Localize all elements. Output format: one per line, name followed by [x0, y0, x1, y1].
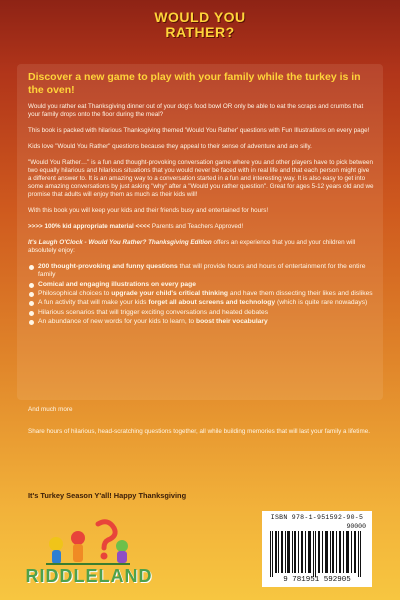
paragraph-1: Would you rather eat Thanksgiving dinner out of your dog's food bowl OR only be able to eat the scraps and crumbs that your family drops onto the floor during the meal? — [28, 103, 364, 119]
publisher-name: RIDDLELAND — [25, 566, 153, 586]
bullet-bold: boost their vocabulary — [196, 318, 268, 326]
list-item — [28, 263, 374, 280]
price-code: 90000 — [346, 523, 366, 530]
isbn-barcode — [262, 511, 372, 587]
bullet-bold: upgrade your child's critical thinking — [111, 290, 229, 298]
season-tagline: It's Turkey Season Y'all! Happy Thanksgiving — [28, 491, 187, 500]
feature-list — [28, 263, 374, 327]
edition-line — [28, 239, 374, 255]
list-item — [28, 309, 374, 317]
share-paragraph: Share hours of hilarious, head-scratching questions together, all while building memories that will last your family a lifetime. — [28, 428, 370, 436]
list-item — [28, 290, 374, 298]
paragraph-2: This book is packed with hilarious Thanksgiving themed 'Would You Rather' questions with Fun Illustrations on every page! — [28, 127, 370, 134]
approved-rest: Parents and Teachers Approved! — [150, 223, 244, 230]
list-item — [28, 299, 374, 307]
logo-line-1: WOULD YOU — [154, 9, 246, 25]
barcode-icon — [268, 531, 366, 577]
logo-line-2: RATHER? — [165, 24, 235, 40]
bullet-rest: (which is quite rare nowadays) — [275, 299, 368, 307]
approved-bold: >>>> 100% kid appropriate material <<<< — [28, 223, 151, 230]
list-item — [28, 281, 374, 289]
bullet-pre: Hilarious scenarios that will trigger exciting conversations and heated debates — [38, 308, 269, 316]
paragraph-4: "Would You Rather…" is a fun and thought-provoking conversation game where you and other players have to pick between two equally hilarious and hilarious situations that you would never be faced with in real life and that each person might give a different answer to. It is an amazing way to a conversation started in a fun and interesting way. It is also easy to get into some amazing conversations by just asking "why" after a "Would you rather question". Great for ages 5-12 years old and we promise that adults will enjoy them as much as their kids will! — [28, 158, 374, 199]
barcode-digits: 9 781951 592905 — [283, 576, 351, 584]
isbn-number: ISBN 978-1-951592-90-5 — [270, 514, 364, 521]
riddleland-logo — [24, 516, 154, 594]
bullet-rest: and have them dissecting their likes and dislikes — [228, 290, 373, 298]
would-you-rather-logo — [0, 10, 400, 40]
bullet-pre: A fun activity that will make your kids — [38, 299, 149, 307]
bullet-bold: 200 thought-provoking and funny questions — [38, 262, 178, 270]
bullet-pre: Philosophical choices to — [38, 290, 112, 298]
description-text — [28, 71, 374, 334]
paragraph-5: With this book you will keep your kids and their friends busy and entertained for hours! — [28, 207, 269, 215]
bullet-pre: An abundance of new words for your kids to learn, to — [38, 318, 196, 326]
closing-text — [28, 406, 374, 444]
edition-title: It's Laugh O'Clock - Would You Rather? Thanksgiving Edition — [28, 238, 212, 246]
headline: Discover a new game to play with your family while the turkey is in the oven! — [28, 71, 361, 96]
edition-rest: offers an experience that you and your children will absolutely enjoy: — [28, 238, 356, 254]
bullet-rest: that will provide hours and hours of entertainment for the entire family — [38, 262, 366, 279]
paragraph-3: Kids love "Would You Rather" questions because they appeal to their sense of adventure and are silly. — [28, 142, 312, 150]
list-item — [28, 318, 374, 326]
approved-line — [28, 223, 374, 231]
riddleland-characters-icon — [42, 516, 132, 566]
bullet-bold: forget all about screens and technology — [148, 299, 276, 307]
bullet-bold: Comical and engaging illustrations on every page — [38, 280, 196, 288]
and-more: And much more — [28, 406, 73, 413]
